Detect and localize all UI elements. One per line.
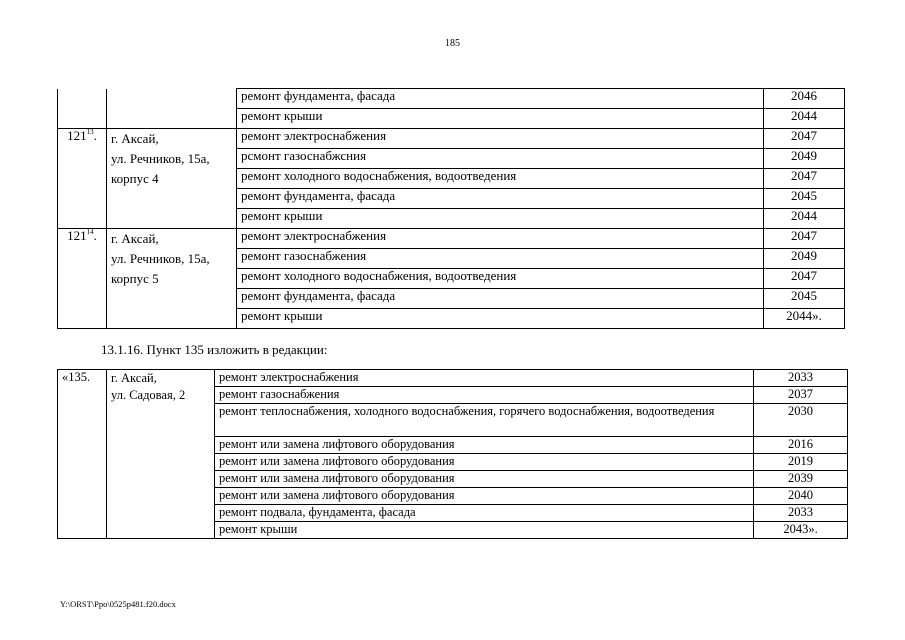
item-number-superscript: 14 <box>86 228 94 236</box>
year-cell: 2033 <box>754 370 848 387</box>
year-cell: 2044 <box>764 209 845 229</box>
work-cell: ремонт холодного водоснабжения, водоотведения <box>237 169 764 189</box>
year-cell: 2030 <box>754 404 848 437</box>
work-cell: ремонт или замена лифтового оборудования <box>215 488 754 505</box>
work-cell: ремонт или замена лифтового оборудования <box>215 471 754 488</box>
address-line: корпус 4 <box>111 171 159 186</box>
address-cell <box>107 370 215 539</box>
item-number-cell <box>58 129 107 229</box>
address-line: ул. Речников, 15а, <box>111 251 210 266</box>
work-cell: ремонт крыши <box>237 109 764 129</box>
repair-schedule-table-2 <box>57 369 848 539</box>
work-cell: ремонт электроснабжения <box>215 370 754 387</box>
year-cell: 2049 <box>764 149 845 169</box>
year-cell: 2019 <box>754 454 848 471</box>
item-number-cell: «135. <box>58 370 107 539</box>
year-cell: 2045 <box>764 189 845 209</box>
work-cell: ремонт подвала, фундамента, фасада <box>215 505 754 522</box>
work-cell: ремонт электроснабжения <box>237 129 764 149</box>
work-cell: ремонт газоснабжения <box>237 249 764 269</box>
item-number-suffix: . <box>93 128 97 143</box>
year-cell: 2044». <box>764 309 845 329</box>
year-cell: 2046 <box>764 89 845 109</box>
page-number: 185 <box>445 38 460 49</box>
table-row <box>58 370 848 387</box>
item-number-cell <box>58 89 107 129</box>
address-line: ул. Речников, 15а, <box>111 151 210 166</box>
item-number: 121 <box>67 128 87 143</box>
address-line: г. Аксай, <box>111 371 157 385</box>
table-row <box>58 89 845 109</box>
work-cell: ремонт крыши <box>237 209 764 229</box>
year-cell: 2016 <box>754 437 848 454</box>
work-cell: ремонт крыши <box>237 309 764 329</box>
year-cell: 2047 <box>764 229 845 249</box>
item-number-superscript: 13 <box>86 128 94 136</box>
address-line: г. Аксай, <box>111 131 159 146</box>
year-cell: 2047 <box>764 269 845 289</box>
amendment-paragraph: 13.1.16. Пункт 135 изложить в редакции: <box>101 342 328 357</box>
year-cell: 2044 <box>764 109 845 129</box>
item-number-suffix: . <box>93 228 97 243</box>
work-cell: ремонт газоснабжения <box>215 387 754 404</box>
item-number-cell <box>58 229 107 329</box>
work-cell: ремонт крыши <box>215 522 754 539</box>
work-cell: ремонт теплоснабжения, холодного водоснабжения, горячего водоснабжения, водоотведения <box>215 404 754 437</box>
repair-schedule-table-1 <box>57 88 845 329</box>
address-line: корпус 5 <box>111 271 159 286</box>
year-cell: 2049 <box>764 249 845 269</box>
work-cell: ремонт электроснабжения <box>237 229 764 249</box>
table-row <box>58 229 845 249</box>
work-cell: ремонт или замена лифтового оборудования <box>215 437 754 454</box>
address-cell <box>107 129 237 229</box>
table-row <box>58 129 845 149</box>
year-cell: 2033 <box>754 505 848 522</box>
address-cell <box>107 229 237 329</box>
year-cell: 2043». <box>754 522 848 539</box>
year-cell: 2040 <box>754 488 848 505</box>
file-path-footer: Y:\ORST\Ppo\0525p481.f20.docx <box>60 599 176 609</box>
year-cell: 2039 <box>754 471 848 488</box>
item-number: 121 <box>67 228 87 243</box>
work-cell: ремонт или замена лифтового оборудования <box>215 454 754 471</box>
year-cell: 2045 <box>764 289 845 309</box>
work-cell: ремонт фундамента, фасада <box>237 89 764 109</box>
work-cell: рсмонт газоснабжсния <box>237 149 764 169</box>
year-cell: 2037 <box>754 387 848 404</box>
address-line: ул. Садовая, 2 <box>111 388 186 402</box>
work-cell: ремонт холодного водоснабжения, водоотведения <box>237 269 764 289</box>
address-line: г. Аксай, <box>111 231 159 246</box>
address-cell <box>107 89 237 129</box>
year-cell: 2047 <box>764 129 845 149</box>
work-cell: ремонт фундамента, фасада <box>237 289 764 309</box>
year-cell: 2047 <box>764 169 845 189</box>
work-cell: ремонт фундамента, фасада <box>237 189 764 209</box>
